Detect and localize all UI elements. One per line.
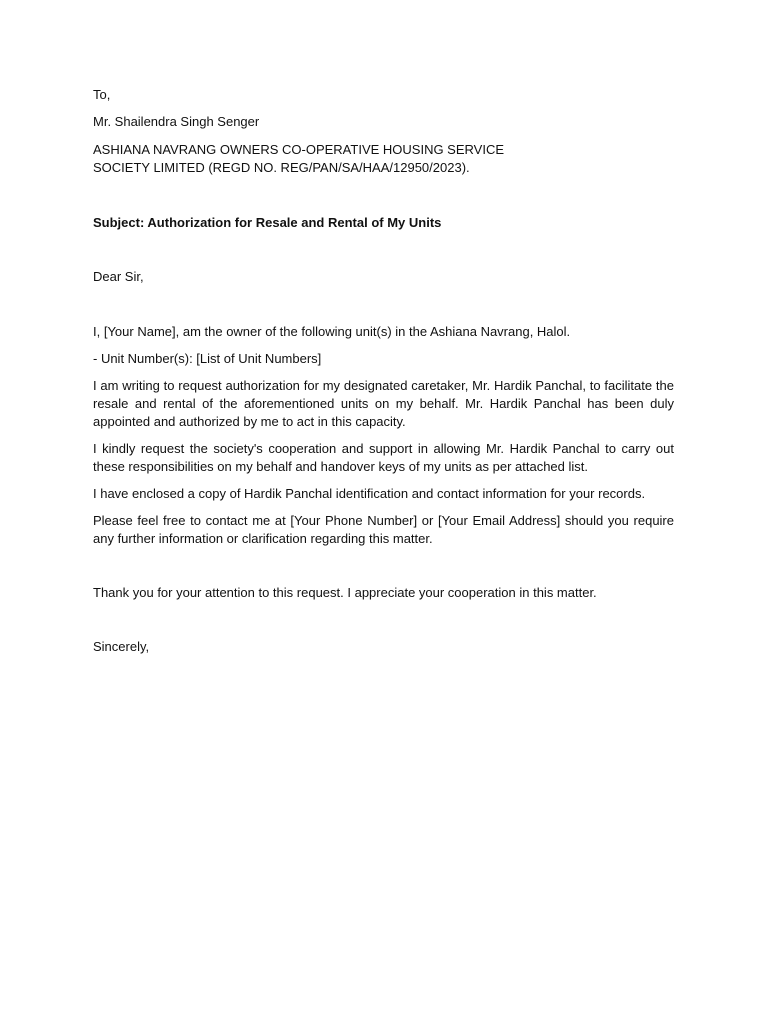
- society-line-1: ASHIANA NAVRANG OWNERS CO-OPERATIVE HOUSING SERVICE: [93, 142, 505, 157]
- society-address: [93, 141, 674, 177]
- paragraph-authorization: I am writing to request authorization for my designated caretaker, Mr. Hardik Panchal, to facilitate the resale and rental of the aforementioned units on my behalf. Mr. Hardik Panchal has been duly appointed and authorized by me to act in this capacity.: [93, 378, 674, 429]
- greeting: Dear Sir,: [93, 269, 144, 284]
- letter-document: [93, 86, 674, 656]
- paragraph-unit-numbers: - Unit Number(s): [List of Unit Numbers]: [93, 351, 322, 366]
- to-line: To,: [93, 87, 111, 102]
- subject-line: Subject: Authorization for Resale and Rental of My Units: [93, 215, 442, 230]
- paragraph-thanks: Thank you for your attention to this request. I appreciate your cooperation in this matter.: [93, 585, 597, 600]
- closing: Sincerely,: [93, 639, 150, 654]
- paragraph-enclosure: I have enclosed a copy of Hardik Panchal identification and contact information for your records.: [93, 486, 646, 501]
- recipient-name: Mr. Shailendra Singh Senger: [93, 114, 260, 129]
- society-line-2: SOCIETY LIMITED (REGD NO. REG/PAN/SA/HAA/12950/2023).: [93, 160, 470, 175]
- paragraph-cooperation: I kindly request the society's cooperation and support in allowing Mr. Hardik Panchal to carry out these responsibilities on my behalf and handover keys of my units as per attached list.: [93, 441, 674, 474]
- paragraph-contact: Please feel free to contact me at [Your Phone Number] or [Your Email Address] should you require any further information or clarification regarding this matter.: [93, 513, 674, 546]
- paragraph-intro: I, [Your Name], am the owner of the following unit(s) in the Ashiana Navrang, Halol.: [93, 324, 571, 339]
